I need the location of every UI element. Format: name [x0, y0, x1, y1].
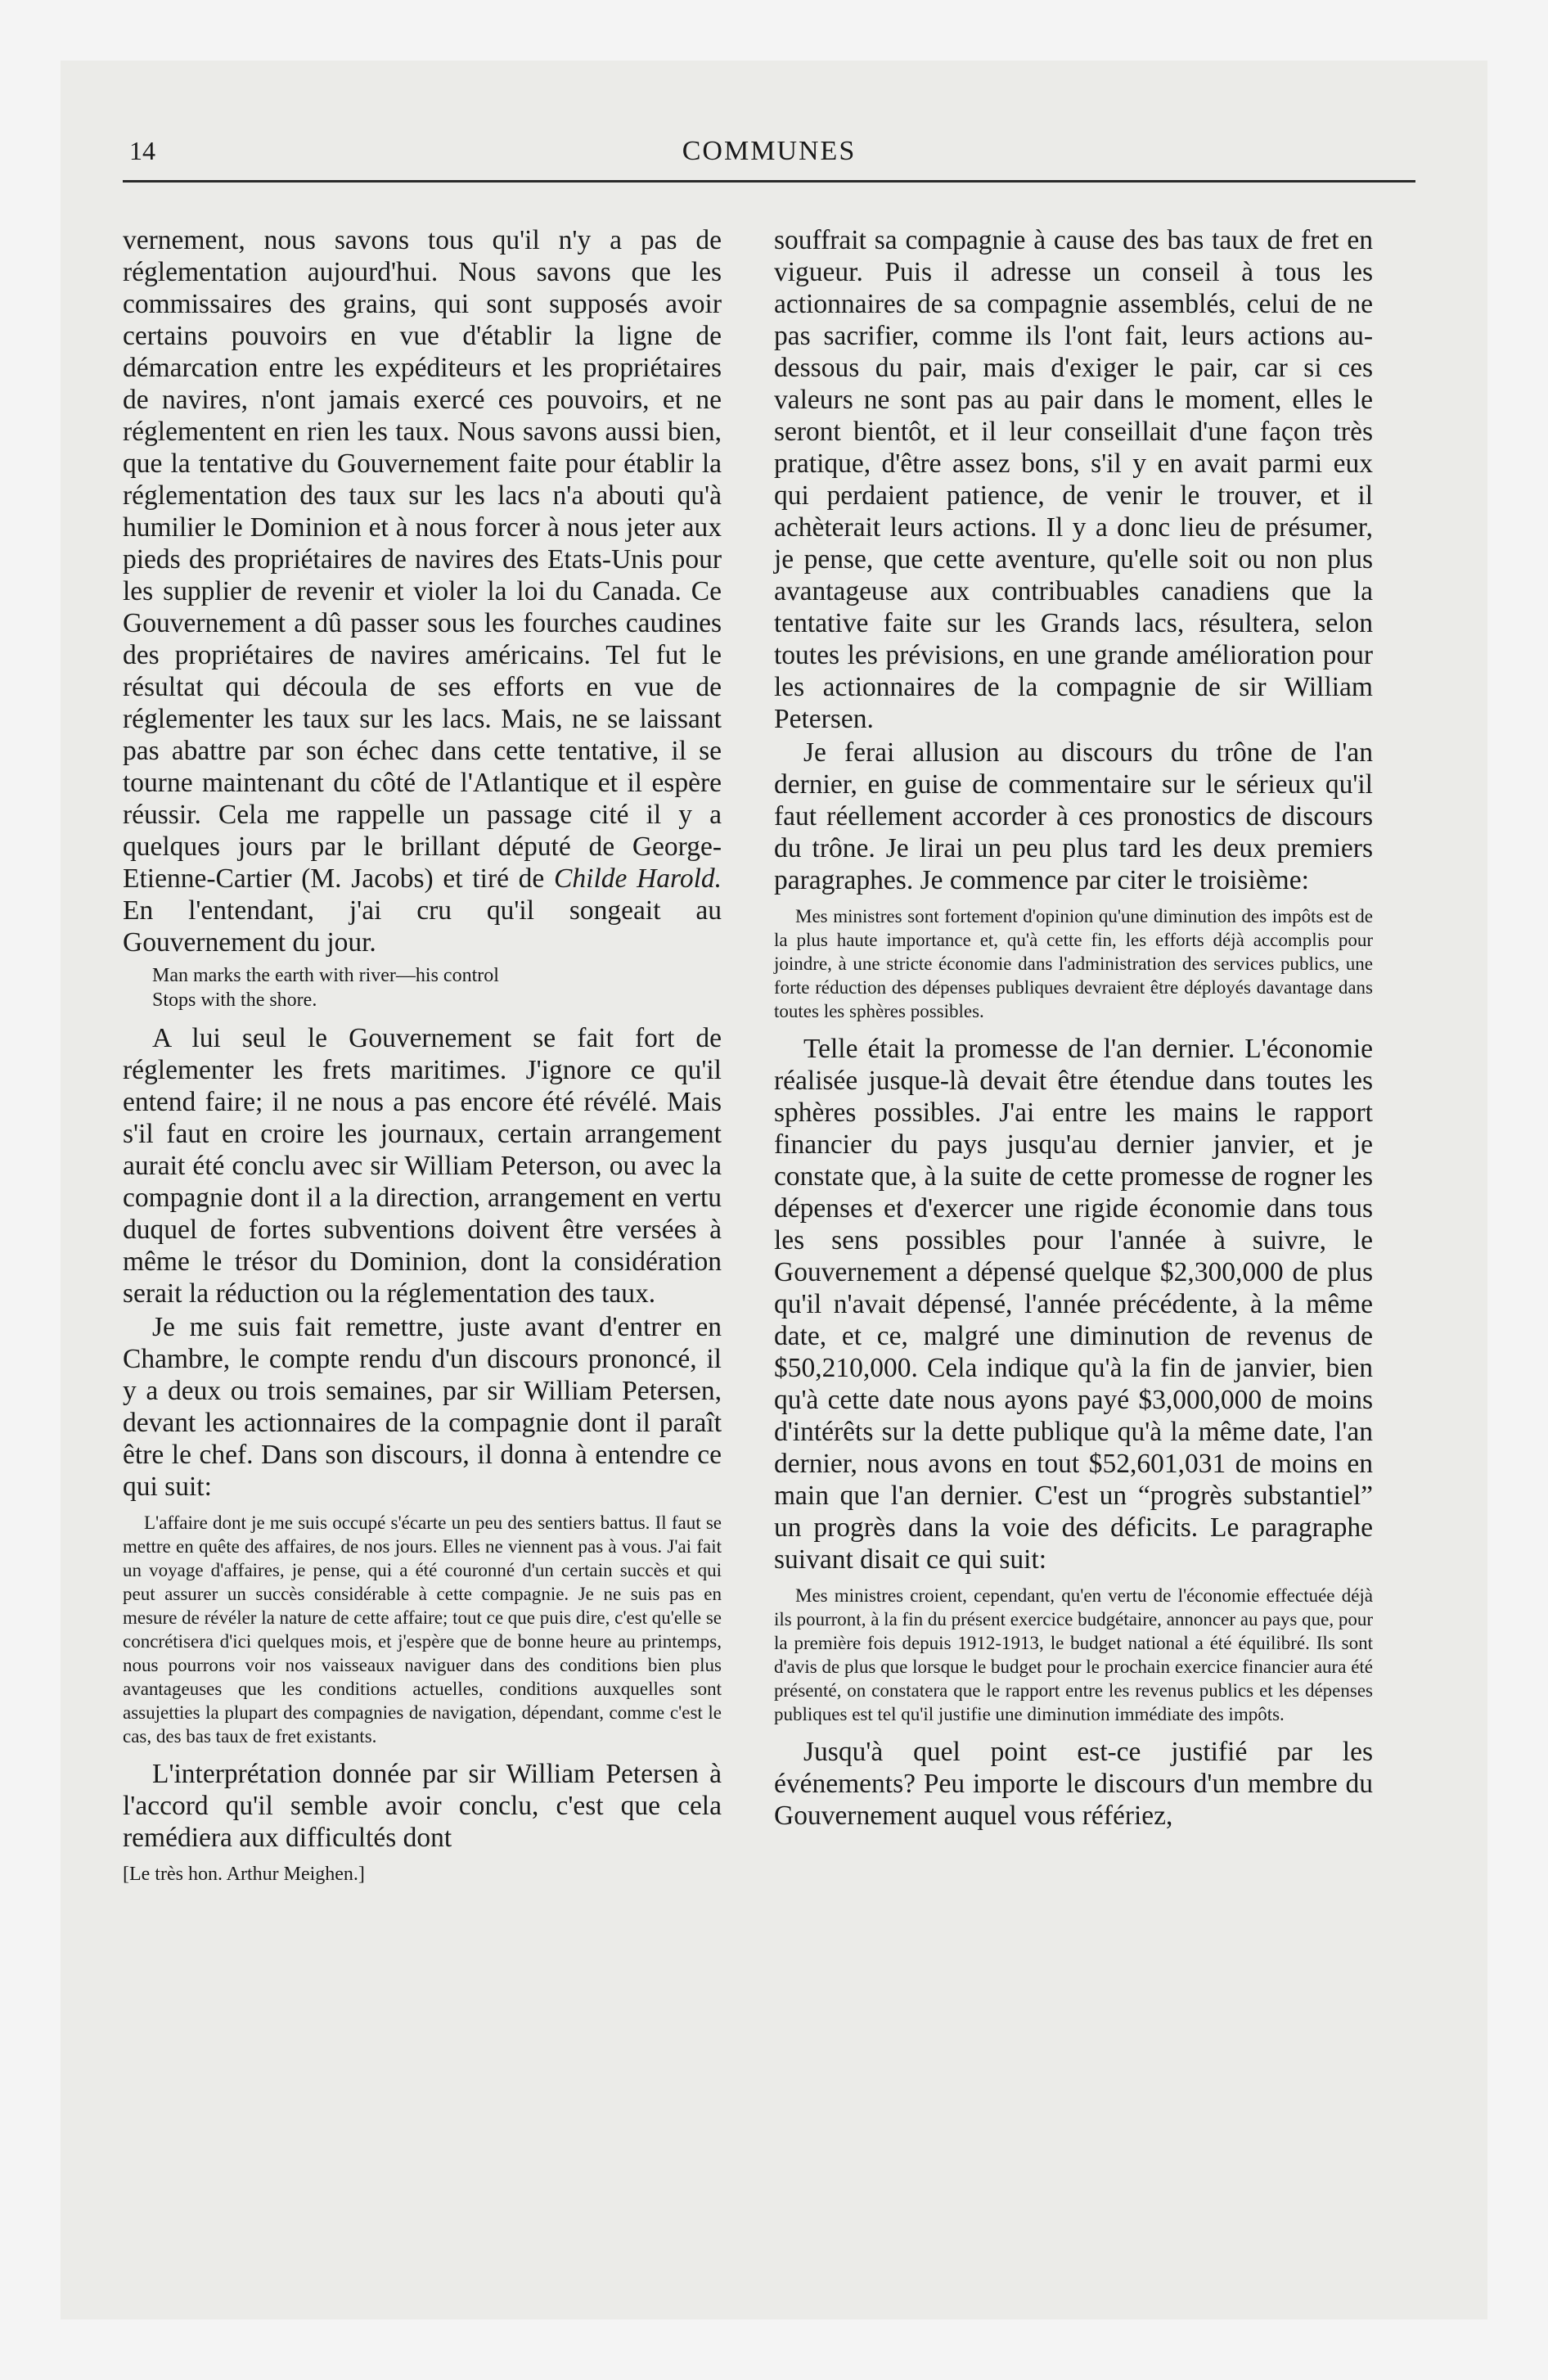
paragraph-text: vernement, nous savons tous qu'il n'y a pas de réglementation aujourd'hui. Nous savons que les commissaires des grains, qui sont supposés avoir certains pouvoirs en vue d'établir la ligne de démarcation entre les expéditeurs et les propriétaires de navires, n'ont jamais exercé ces pouvoirs, et ne réglementent en rien les taux. Nous savons aussi bien, que la tentative du Gouvernement faite pour établir la réglementation des taux sur les lacs n'a abouti qu'à humilier le Dominion et à nous forcer à nous jeter aux pieds des propriétaires de navires des Etats-Unis pour les supplier de revenir et violer la loi du Canada. Ce Gouvernement a dû passer sous les fourches caudines des propriétaires de navires américains. Tel fut le résultat qui découla de ses efforts en vue de réglementer les taux sur les lacs. Mais, ne se laissant pas abattre par son échec dans cette tentative, il se tourne maintenant du côté de l'Atlantique et il espère réussir. Cela me rappelle un passage cité il y a quelques jours par le brillant député de George-Etienne-Cartier (M. Jacobs) et tiré de — [123, 225, 722, 894]
verse-line: Man marks the earth with river—his control — [152, 965, 499, 986]
right-column — [774, 224, 1373, 1832]
left-column — [123, 224, 722, 1886]
block-quote: Mes ministres croient, cependant, qu'en vertu de l'économie effectuée déjà ils pourront, à la fin du présent exercice budgétaire, annoncer au pays que, pour la première fois depuis 1912-1913, le budget national a été équilibré. Ils sont d'avis de plus que lorsque le budget pour le prochain exercice financier aura été présenté, on constatera que le rapport entre les revenus publics et les dépenses publiques est tel qu'il justifie une diminution immédiate des impôts. — [774, 1585, 1373, 1724]
paragraph: Je ferai allusion au discours du trône de l'an dernier, en guise de commentaire sur le sérieux qu'il faut réellement accorder à ces pronostics de discours du trône. Je lirai un peu plus tard les deux premiers paragraphes. Je commence par citer le troisième: — [774, 737, 1373, 895]
verse-quote — [152, 963, 722, 1012]
text-columns — [123, 224, 1415, 2333]
paragraph: souffrait sa compagnie à cause des bas taux de fret en vigueur. Puis il adresse un conseil à tous les actionnaires de sa compagnie assemblés, celui de ne pas sacrifier, comme ils l'ont fait, leurs actions au-dessous du pair, mais d'exiger le pair, car si ces valeurs ne sont pas au pair dans le moment, elles le seront bientôt, et il leur conseillait d'une façon très pratique, d'être assez bons, s'il y en avait parmi eux qui perdaient patience, de venir le trouver, et il achèterait leurs actions. Il y a donc lieu de présumer, je pense, que cette aventure, qu'elle soit ou non plus avantageuse aux contribuables canadiens que la tentative faite sur les Grands lacs, résultera, selon toutes les prévisions, en une grande amélioration pour les actionnaires de la compagnie de sir William Petersen. — [774, 225, 1373, 734]
block-quote: Mes ministres sont fortement d'opinion qu'une diminution des impôts est de la plus haute importance et, qu'à cette fin, les efforts déjà accomplis pour joindre, à une stricte économie dans l'administration des services publics, une forte réduction des dépenses publiques devraient être déployés davantage dans toutes les sphères possibles. — [774, 906, 1373, 1021]
document-page — [123, 123, 1415, 2333]
verse-line: Stops with the shore. — [152, 989, 317, 1011]
paragraph — [123, 224, 722, 958]
paragraph: A lui seul le Gouvernement se fait fort de réglementer les frets maritimes. J'ignore ce qu'il entend faire; il ne nous a pas encore été révélé. Mais s'il faut en croire les journaux, certain arrangement aurait été conclu avec sir William Peterson, ou avec la compagnie dont il a la direction, arrangement en vertu duquel de fortes subventions doivent être versées à même le trésor du Dominion, dont la considération serait la réduction ou la réglementation des taux. — [123, 1023, 722, 1309]
book-title: Childe Harold. — [554, 863, 722, 894]
running-head: COMMUNES — [682, 136, 857, 166]
paragraph: Je me suis fait remettre, juste avant d'entrer en Chambre, le compte rendu d'un discours prononcé, il y a deux ou trois semaines, par sir William Petersen, devant les actionnaires de la compagnie dont il paraît être le chef. Dans son discours, il donna à entendre ce qui suit: — [123, 1312, 722, 1502]
page-number: 14 — [129, 136, 155, 165]
paragraph: L'interprétation donnée par sir William Petersen à l'accord qu'il semble avoir conclu, c'est que cela remédiera aux difficultés dont — [123, 1759, 722, 1853]
speaker-attribution: [Le très hon. Arthur Meighen.] — [123, 1864, 365, 1885]
paragraph: Telle était la promesse de l'an dernier. L'économie réalisée jusque-là devait être étendue dans toutes les sphères possibles. J'ai entre les mains le rapport financier du pays jusqu'au dernier janvier, et je constate que, à la suite de cette promesse de rogner les dépenses et d'exercer une rigide économie dans tous les sens possibles pour l'année à suivre, le Gouvernement a dépensé quelque $2,300,000 de plus qu'il n'avait dépensé, l'année précédente, à la même date, et ce, malgré une diminution de revenus de $50,210,000. Cela indique qu'à la fin de janvier, bien qu'à cette date nous ayons payé $3,000,000 de moins d'intérêts sur la dette publique qu'à la même date, l'an dernier, nous avons en tout $52,601,031 de moins en main que l'an dernier. C'est un “progrès substantiel” un progrès dans la voie des déficits. Le paragraphe suivant disait ce qui suit: — [774, 1034, 1373, 1575]
paragraph: Jusqu'à quel point est-ce justifié par les événements? Peu importe le discours d'un membre du Gouvernement auquel vous référiez, — [774, 1737, 1373, 1831]
page-header — [123, 123, 1415, 183]
block-quote: L'affaire dont je me suis occupé s'écarte un peu des sentiers battus. Il faut se mettre en quête des affaires, de nos jours. Elles ne viennent pas à vous. J'ai fait un voyage d'affaires, je pense, qui a été couronné d'un certain succès et qui peut assurer un succès considérable à cette compagnie. Je ne suis pas en mesure de révéler la nature de cette affaire; tout ce que puis dire, c'est qu'elle se concrétisera d'ici quelques mois, et j'espère que de bonne heure au printemps, nous pourrons voir nos vaisseaux naviguer dans des conditions bien plus avantageuses que les conditions actuelles, conditions auxquelles sont assujetties la plupart des compagnies de navigation, dépendant, comme c'est le cas, des bas taux de fret existants. — [123, 1512, 722, 1747]
paragraph-text: En l'entendant, j'ai cru qu'il songeait au Gouvernement du jour. — [123, 895, 722, 958]
